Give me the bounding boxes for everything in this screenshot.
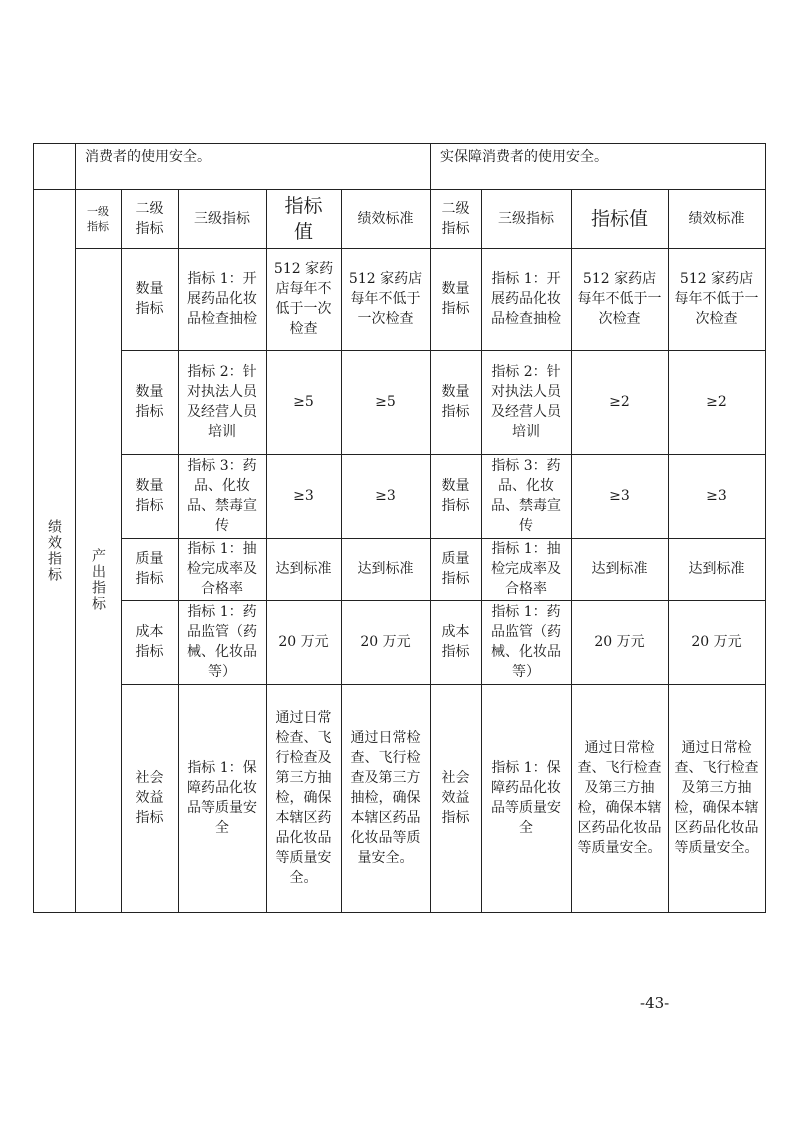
header-level1: 一级指标	[87, 204, 109, 233]
row6-level2: 社会效益指标	[135, 770, 164, 826]
row4-level3: 指标 1：抽检完成率及合格率	[187, 541, 257, 597]
page-number: -43-	[640, 994, 670, 1012]
row3-level2: 数量指标	[135, 478, 164, 514]
row5-level2-right: 成本指标	[441, 624, 470, 660]
row2-level2: 数量指标	[135, 384, 164, 420]
header-standard-left: 绩效标准	[357, 210, 414, 227]
row1-standard: 512 家药店每年不低于一次检查	[348, 271, 423, 327]
row3-level3: 指标 3：药品、化妆品、禁毒宣传	[187, 458, 257, 534]
header-value-right: 指标值	[590, 207, 648, 230]
row5-level2: 成本指标	[135, 624, 164, 660]
top-right-text: 实保障消费者的使用安全。	[440, 148, 608, 165]
header-level3-right: 三级指标	[498, 210, 554, 227]
row4-standard: 达到标准	[357, 561, 414, 577]
row3-value: ≥3	[293, 488, 314, 504]
row5-level3-right: 指标 1：药品监管（药械、化妆品等）	[491, 604, 561, 680]
row2-level3: 指标 2：针对执法人员及经营人员培训	[187, 364, 257, 440]
row4-standard-right: 达到标准	[688, 561, 745, 577]
row5-value-right: 20 万元	[594, 634, 645, 650]
row2-value: ≥5	[293, 394, 314, 410]
row6-standard: 通过日常检查、飞行检查及第三方抽检，确保本辖区药品化妆品等质量安全。	[350, 730, 421, 866]
row2-level2-right: 数量指标	[441, 384, 470, 420]
row6-level3: 指标 1：保障药品化妆品等质量安全	[187, 760, 257, 836]
row6-value: 通过日常检查、飞行检查及第三方抽检，确保本辖区药品化妆品等质量安全。	[275, 710, 332, 886]
row4-value-right: 达到标准	[591, 561, 648, 577]
row6-level3-right: 指标 1：保障药品化妆品等质量安全	[491, 760, 561, 836]
row4-value: 达到标准	[275, 561, 332, 577]
row3-level2-right: 数量指标	[441, 478, 470, 514]
header-value-left: 指标值	[284, 194, 323, 243]
row1-level3-right: 指标 1：开展药品化妆品检查抽检	[491, 271, 561, 327]
row1-level2-right: 数量指标	[441, 281, 470, 317]
level1-label: 绩效指标	[46, 518, 62, 583]
row5-standard-right: 20 万元	[691, 634, 742, 650]
header-standard-right: 绩效标准	[688, 210, 745, 227]
row1-level2: 数量指标	[135, 281, 164, 317]
row2-level3-right: 指标 2：针对执法人员及经营人员培训	[491, 364, 561, 440]
header-level2-right: 二级指标	[441, 200, 470, 237]
header-level3-left: 三级指标	[194, 210, 250, 227]
row5-value: 20 万元	[278, 634, 329, 650]
row3-standard-right: ≥3	[706, 488, 727, 504]
output-label: 产出指标	[90, 548, 106, 612]
row5-standard: 20 万元	[360, 634, 411, 650]
row1-standard-right: 512 家药店每年不低于一次检查	[674, 271, 759, 327]
table-rule	[765, 143, 766, 913]
row2-value-right: ≥2	[609, 394, 630, 410]
row3-level3-right: 指标 3：药品、化妆品、禁毒宣传	[491, 458, 561, 534]
row3-standard: ≥3	[375, 488, 396, 504]
row4-level3-right: 指标 1：抽检完成率及合格率	[491, 541, 561, 597]
row1-level3: 指标 1：开展药品化妆品检查抽检	[187, 271, 257, 327]
row4-level2: 质量指标	[135, 551, 164, 587]
row4-level2-right: 质量指标	[441, 551, 470, 587]
row1-value-right: 512 家药店每年不低于一次检查	[577, 271, 662, 327]
row2-standard-right: ≥2	[706, 394, 727, 410]
row1-value: 512 家药店每年不低于一次检查	[273, 261, 334, 337]
row6-standard-right: 通过日常检查、飞行检查及第三方抽检，确保本辖区药品化妆品等质量安全。	[674, 740, 759, 856]
row2-standard: ≥5	[375, 394, 396, 410]
top-left-text: 消费者的使用安全。	[85, 148, 211, 165]
header-level2-left: 二级指标	[135, 200, 164, 237]
table-rule	[33, 912, 765, 913]
row3-value-right: ≥3	[609, 488, 630, 504]
row6-level2-right: 社会效益指标	[441, 770, 470, 826]
row5-level3: 指标 1：药品监管（药械、化妆品等）	[187, 604, 257, 680]
row6-value-right: 通过日常检查、飞行检查及第三方抽检，确保本辖区药品化妆品等质量安全。	[577, 740, 662, 856]
